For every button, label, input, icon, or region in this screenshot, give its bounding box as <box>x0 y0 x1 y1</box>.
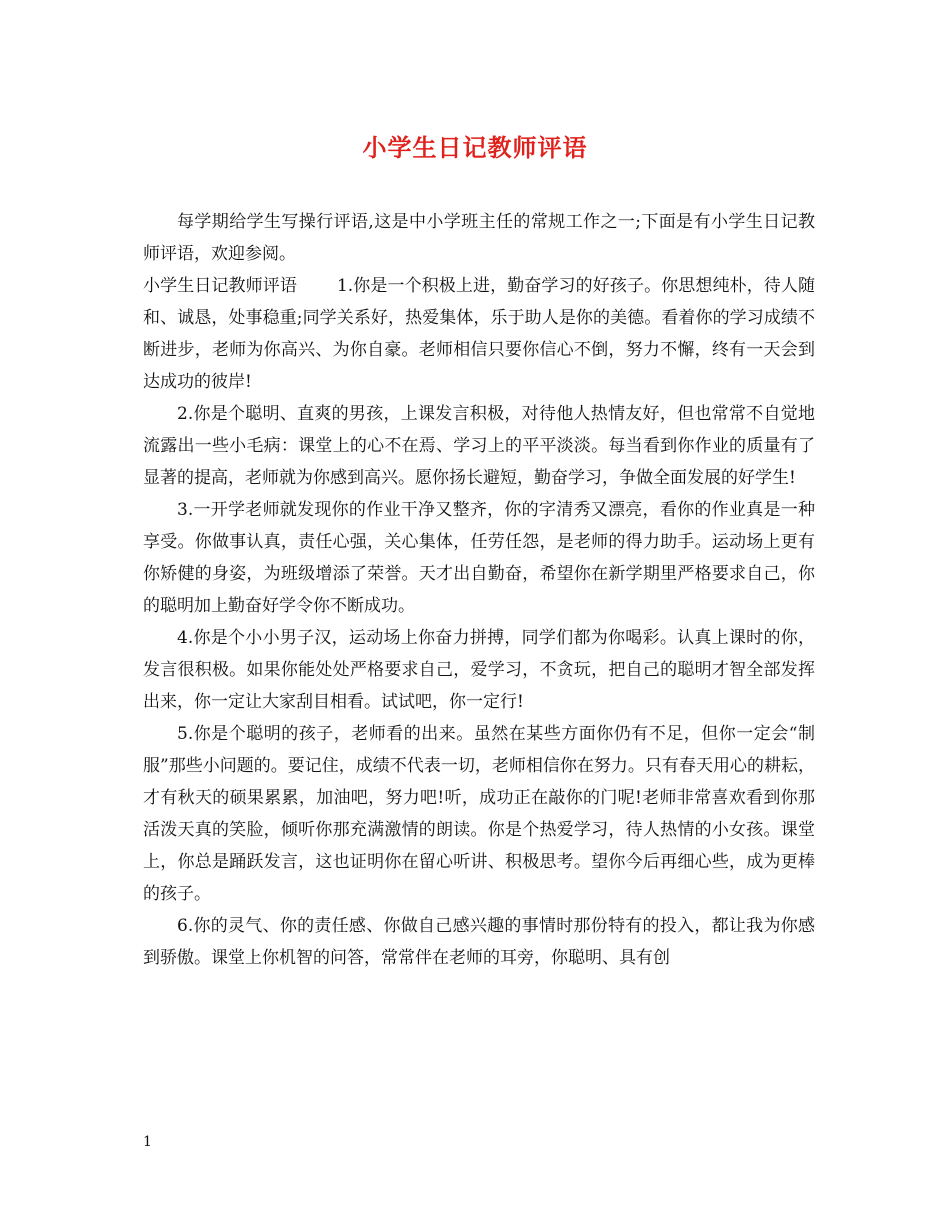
document-body <box>143 206 815 974</box>
page-number: 1 <box>143 1134 152 1150</box>
document-title: 小学生日记教师评语 <box>362 133 588 162</box>
paragraph-3: 3.一开学老师就发现你的作业干净又整齐，你的字清秀又漂亮，看你的作业真是一种享受。你做事认真，责任心强，关心集体，任劳任怨，是老师的得力助手。运动场上更有你矫健的身姿，为班级增添了荣誉。天才出自勤奋，希望你在新学期里严格要求自己，你的聪明加上勤奋好学令你不断成功。 <box>143 500 815 616</box>
paragraph-1 <box>143 270 815 398</box>
paragraph-6: 6.你的灵气、你的责任感、你做自己感兴趣的事情时那份特有的投入，都让我为你感到骄傲。课堂上你机智的问答，常常伴在老师的耳旁，你聪明、具有创 <box>143 916 815 968</box>
paragraph-5: 5.你是个聪明的孩子，老师看的出来。虽然在某些方面你仍有不足，但你一定会“制服”那些小问题的。要记住，成绩不代表一切，老师相信你在努力。只有春天用心的耕耘，才有秋天的硕果累累，加油吧，努力吧!听，成功正在敲你的门呢!老师非常喜欢看到你那活泼天真的笑脸，倾听你那充满激情的朗读。你是个热爱学习，待人热情的小女孩。课堂上，你总是踊跃发言，这也证明你在留心听讲、积极思考。望你今后再细心些，成为更棒的孩子。 <box>143 724 815 904</box>
paragraph-2: 2.你是个聪明、直爽的男孩，上课发言积极，对待他人热情友好，但也常常不自觉地流露出一些小毛病：课堂上的心不在焉、学习上的平平淡淡。每当看到你作业的质量有了显著的提高，老师就为你感到高兴。愿你扬长避短，勤奋学习，争做全面发展的好学生! <box>143 404 815 488</box>
intro-paragraph: 每学期给学生写操行评语,这是中小学班主任的常规工作之一;下面是有小学生日记教师评语，欢迎参阅。 <box>143 212 815 264</box>
paragraph-4: 4.你是个小小男子汉，运动场上你奋力拼搏，同学们都为你喝彩。认真上课时的你，发言很积极。如果你能处处严格要求自己，爱学习，不贪玩，把自己的聪明才智全部发挥出来，你一定让大家刮目相看。试试吧，你一定行! <box>143 628 815 712</box>
inline-heading: 小学生日记教师评语 <box>143 276 297 296</box>
paragraph-1-text: 1.你是一个积极上进，勤奋学习的好孩子。你思想纯朴，待人随和、诚恳，处事稳重;同学关系好，热爱集体，乐于助人是你的美德。看着你的学习成绩不断进步，老师为你高兴、为你自豪。老师相信只要你信心不倒，努力不懈，终有一天会到达成功的彼岸! <box>143 276 816 392</box>
